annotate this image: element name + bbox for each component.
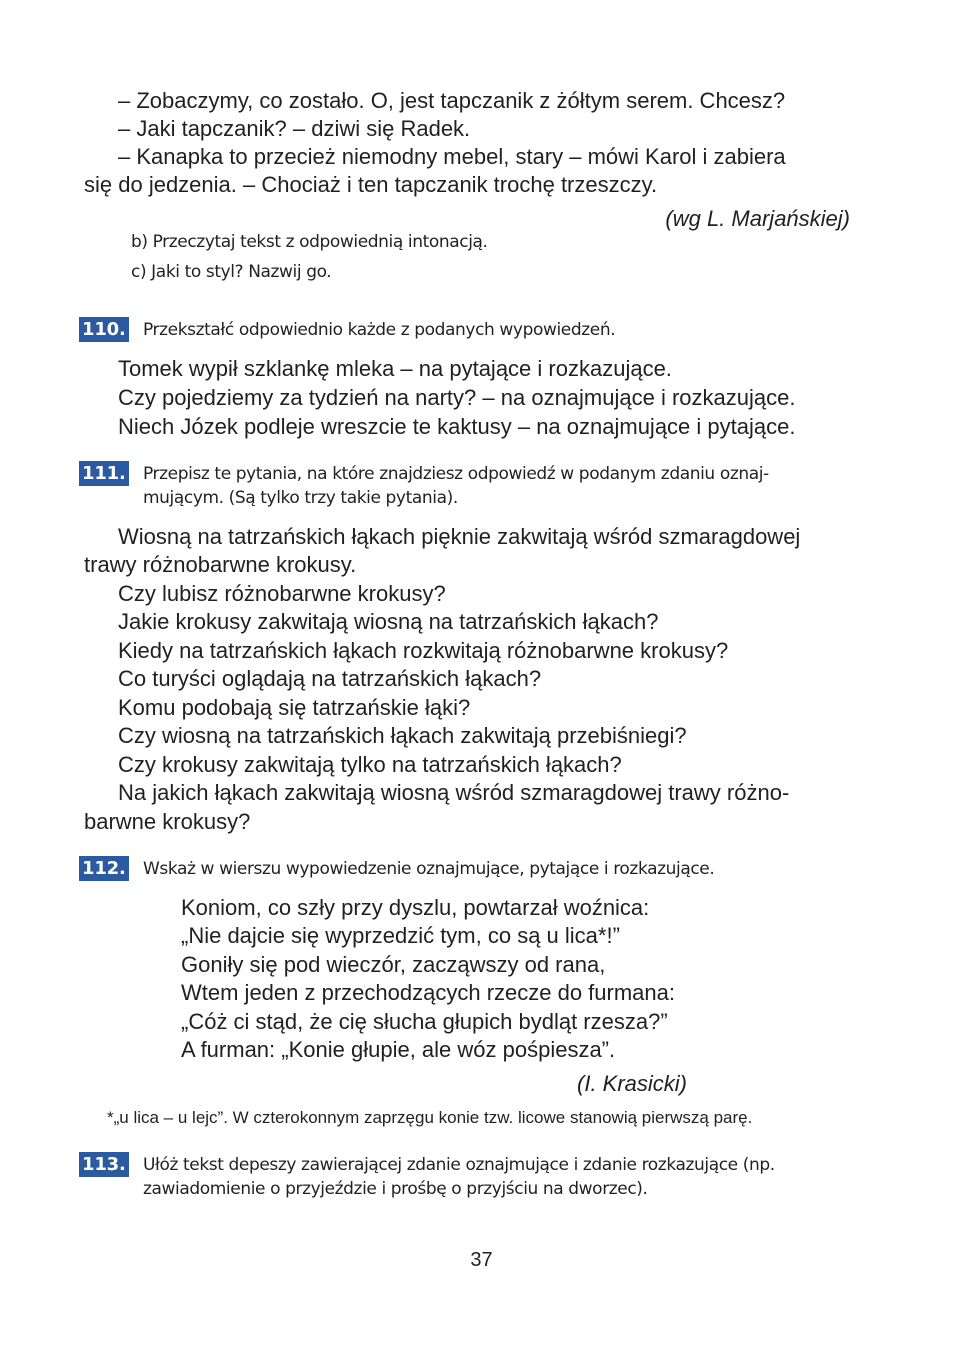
footnote: *„u lica – u lejc”. W czterokonnym zaprzęgu konie tzw. licowe stanowią pierwszą parę. — [107, 1108, 753, 1127]
exercise-111-instruction-1: Przepisz te pytania, na które znajdziesz odpowiedź w podanym zdaniu oznaj- — [143, 464, 769, 484]
poem-line-2: „Nie dajcie się wyprzedzić tym, co są u lica*!” — [181, 923, 620, 948]
task-b: b) Przeczytaj tekst z odpowiednią intonacją. — [131, 232, 488, 252]
exercise-113-instruction-2: zawiadomienie o przyjeździe i prośbę o przyjściu na dworzec). — [143, 1179, 648, 1199]
poem-line-1: Koniom, co szły przy dyszlu, powtarzał woźnica: — [181, 895, 650, 920]
exercise-111-line-4: Jakie krokusy zakwitają wiosną na tatrzańskich łąkach? — [118, 609, 659, 634]
poem-line-5: „Cóż ci stąd, że cię słucha głupich bydląt rzesza?” — [181, 1009, 668, 1034]
exercise-111-line-11: barwne krokusy? — [84, 809, 251, 834]
poem-line-6: A furman: „Konie głupie, ale wóz pośpiesza”. — [181, 1037, 616, 1062]
task-c: c) Jaki to styl? Nazwij go. — [131, 262, 332, 282]
exercise-112-instruction: Wskaż w wierszu wypowiedzenie oznajmujące, pytające i rozkazujące. — [143, 859, 715, 879]
story-line-1: – Zobaczymy, co zostało. O, jest tapczanik z żółtym serem. Chcesz? — [118, 88, 786, 113]
exercise-113-instruction-1: Ułóż tekst depeszy zawierającej zdanie oznajmujące i zdanie rozkazujące (np. — [143, 1155, 775, 1175]
exercise-112-number: 112. — [79, 856, 129, 881]
exercise-111-line-9: Czy krokusy zakwitają tylko na tatrzańskich łąkach? — [118, 752, 622, 777]
exercise-113-number: 113. — [79, 1152, 129, 1177]
story-line-4: się do jedzenia. – Chociaż i ten tapczanik trochę trzeszczy. — [84, 172, 658, 197]
exercise-111-line-10: Na jakich łąkach zakwitają wiosną wśród szmaragdowej trawy różno- — [118, 780, 790, 805]
exercise-110-line-3: Niech Józek podleje wreszcie te kaktusy – na oznajmujące i pytające. — [118, 414, 796, 439]
page-number: 37 — [470, 1249, 493, 1271]
exercise-111-instruction-2: mującym. (Są tylko trzy takie pytania). — [143, 488, 458, 508]
exercise-111-number: 111. — [79, 461, 129, 486]
poem-line-3: Goniły się pod wieczór, zacząwszy od rana, — [181, 952, 606, 977]
poem-line-4: Wtem jeden z przechodzących rzecze do furmana: — [181, 980, 676, 1005]
exercise-111-line-5: Kiedy na tatrzańskich łąkach rozkwitają różnobarwne krokusy? — [118, 638, 729, 663]
story-line-3: – Kanapka to przecież niemodny mebel, stary – mówi Karol i zabiera — [118, 144, 786, 169]
exercise-111-line-2: trawy różnobarwne krokusy. — [84, 552, 357, 577]
story-line-2: – Jaki tapczanik? – dziwi się Radek. — [118, 116, 471, 141]
exercise-110-line-1: Tomek wypił szklankę mleka – na pytające i rozkazujące. — [118, 356, 672, 381]
exercise-110-line-2: Czy pojedziemy za tydzień na narty? – na oznajmujące i rozkazujące. — [118, 385, 796, 410]
poem-author: (I. Krasicki) — [577, 1071, 687, 1096]
exercise-111-line-7: Komu podobają się tatrzańskie łąki? — [118, 695, 471, 720]
exercise-110-instruction: Przekształć odpowiednio każde z podanych wypowiedzeń. — [143, 320, 616, 340]
exercise-111-line-3: Czy lubisz różnobarwne krokusy? — [118, 581, 446, 606]
exercise-111-line-6: Co turyści oglądają na tatrzańskich łąkach? — [118, 666, 542, 691]
exercise-111-line-8: Czy wiosną na tatrzańskich łąkach zakwitają przebiśniegi? — [118, 723, 687, 748]
story-source: (wg L. Marjańskiej) — [665, 206, 850, 231]
exercise-110-number: 110. — [79, 317, 129, 342]
exercise-111-line-1: Wiosną na tatrzańskich łąkach pięknie zakwitają wśród szmaragdowej — [118, 524, 801, 549]
